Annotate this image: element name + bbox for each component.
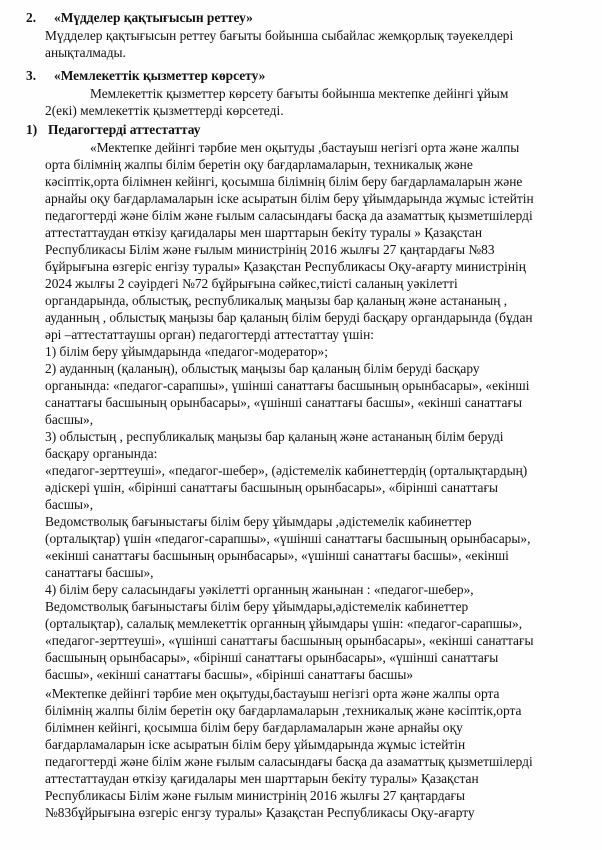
subsection-heading: Педагогтерді аттестаттау [48,122,201,137]
paragraph-line: білімнің жалпы білім беретін оқу бағдарламаларын ,техникалық және кәсіптік,орта [45,703,522,718]
paragraph-line: (орталықтар), салалық мемлекеттік органның ұйымдары үшін: «педагог-сарапшы», [45,616,523,631]
paragraph-line: «педагог-зерттеуші», «педагог-шебер», (әдістемелік кабинеттердің (орталықтардың) [45,463,528,478]
section-number: 3. [26,68,37,83]
paragraph-line: Республикасы Білім және ғылым министрінің 2016 жылғы 27 қаңтардағы №83 [45,242,495,257]
subsection-number: 1) [26,122,38,137]
paragraph-line: анықталмады. [45,45,126,60]
paragraph-line: 3) облыстың , республикалық маңызы бар қаланың және астананың білім беруді [45,429,504,444]
paragraph-line: басшы», «екінші санаттағы басшы», «бірінші санаттағы басшы» [45,667,414,682]
paragraph-line: педагогтерді және білім және ғылым саласындағы басқа да азаматтық қызметшілерді [45,754,533,769]
paragraph-line: «Мектепке дейінгі тәрбие мен оқытуды,бастауыш негізгі орта және жалпы орта [45,686,500,701]
paragraph-line: санаттағы басшы», [45,565,154,580]
paragraph-line: 2) ауданның (қаланың), облыстық маңызы бар қаланың білім беруді басқару [45,361,480,376]
paragraph-line: (орталықтар) үшін «педагог-сарапшы», «үшінші санаттағы басшының орынбасары», [45,531,531,546]
paragraph-line: органдарында, облыстық, республикалық маңызы бар қаланың және астананың , [45,293,508,308]
paragraph-line: басқару органында: [45,446,158,461]
paragraph-line: аттестаттаудан өткізу қағидалары мен шарттарын бекіту туралы» Қазақстан [45,771,479,786]
paragraph-line: Ведомстволық бағыныстағы білім беру ұйымдары ,әдістемелік кабинеттер [45,514,472,529]
paragraph-line: органында: «педагог-сарапшы», үшінші санаттағы басшының орынбасары», «екінші [45,378,530,393]
paragraph-line: әдіскері үшін, «бірінші санаттағы басшының орынбасары», «бірінші санаттағы [45,480,498,495]
paragraph-line: аттестаттаудан өткізу қағидалары мен шарттарын бекіту туралы » Қазақстан [45,225,482,240]
paragraph-line: әрі –аттестаттаушы орган) педагогтерді аттестаттау үшін: [45,327,374,342]
paragraph-line: педагогтерді және білім және ғылым саласындағы басқа да азаматтық қызметшілерді [45,208,533,223]
paragraph-line: 2(екі) мемлекеттік қызметтерді көрсетеді. [45,103,284,118]
paragraph-line: басшы», [45,412,94,427]
paragraph-line: «екінші санаттағы басшының орынбасары», «үшінші санаттағы басшы», «екінші [45,548,509,563]
paragraph-line: басшының орынбасары», «бірінші санаттағы орынбасары», «үшінші санаттағы [45,650,499,665]
paragraph-line: арнайы оқу бағдарламаларын іске асыратын білім беру ұйымдарында жұмыс істейтін [45,191,534,206]
section-heading: «Мемлекеттік қызметтер көрсету» [54,68,266,83]
paragraph-line: бұйрығына өзгеріс енгізу туралы» Қазақстан Республикасы Оқу-ағарту министрінің [45,259,526,274]
paragraph-line: басшы», [45,497,94,512]
paragraph-line: Республикасы Білім және ғылым министрінің 2016 жылғы 27 қаңтардағы [45,788,466,803]
section-number: 2. [26,10,37,25]
paragraph-line: Мемлекеттік қызметтер көрсету бағыты бойынша мектепке дейінгі ұйым [90,86,509,101]
paragraph-line: орта білімнің жалпы білім беретін оқу бағдарламаларын, техникалық және [45,157,473,172]
paragraph-line: «Мектепке дейінгі тәрбие мен оқытуды ,бастауыш негізгі орта және жалпы [90,140,520,155]
paragraph-line: кәсіптік,орта білімнен кейінгі, қосымша білімнің білім беру бағдарламаларын және [45,174,523,189]
paragraph-line: №83бұйрығына өзгеріс енгзу туралы» Қазақстан Республикасы Оқу-ағарту [45,805,475,820]
paragraph-line: 4) білім беру саласындағы уәкілетті органның жанынан : «педагог-шебер», [45,582,474,597]
paragraph-line: Мүдделер қақтығысын реттеу бағыты бойынша сыбайлас жемқорлық тәуекелдері [45,28,514,43]
paragraph-line: 2024 жылғы 2 сәуірдегі №72 бұйрығына сәйкес,тиісті саланың уәкілетті [45,276,458,291]
paragraph-line: ауданның , облыстық маңызы бар қаланың білім беруді басқару органдарында (бұдан [45,310,533,325]
section-heading: «Мүдделер қақтығысын реттеу» [54,10,253,25]
paragraph-line: «педагог-зерттеуші», «үшінші санаттағы басшының орынбасары», «екінші санаттағы [45,633,534,648]
paragraph-line: бағдарламаларын іске асыратын білім беру ұйымдарында жұмыс істейтін [45,737,466,752]
paragraph-line: 1) білім беру ұйымдарында «педагог-модератор»; [45,344,328,359]
paragraph-line: білімнен кейінгі, қосымша білім беру бағдарламаларын және арнайы оқу [45,720,463,735]
paragraph-line: санаттағы басшының орынбасары», «үшінші санаттағы басшы», «екінші санаттағы [45,395,522,410]
paragraph-line: Ведомстволық бағыныстағы білім беру ұйымдары,әдістемелік кабинеттер [45,599,469,614]
